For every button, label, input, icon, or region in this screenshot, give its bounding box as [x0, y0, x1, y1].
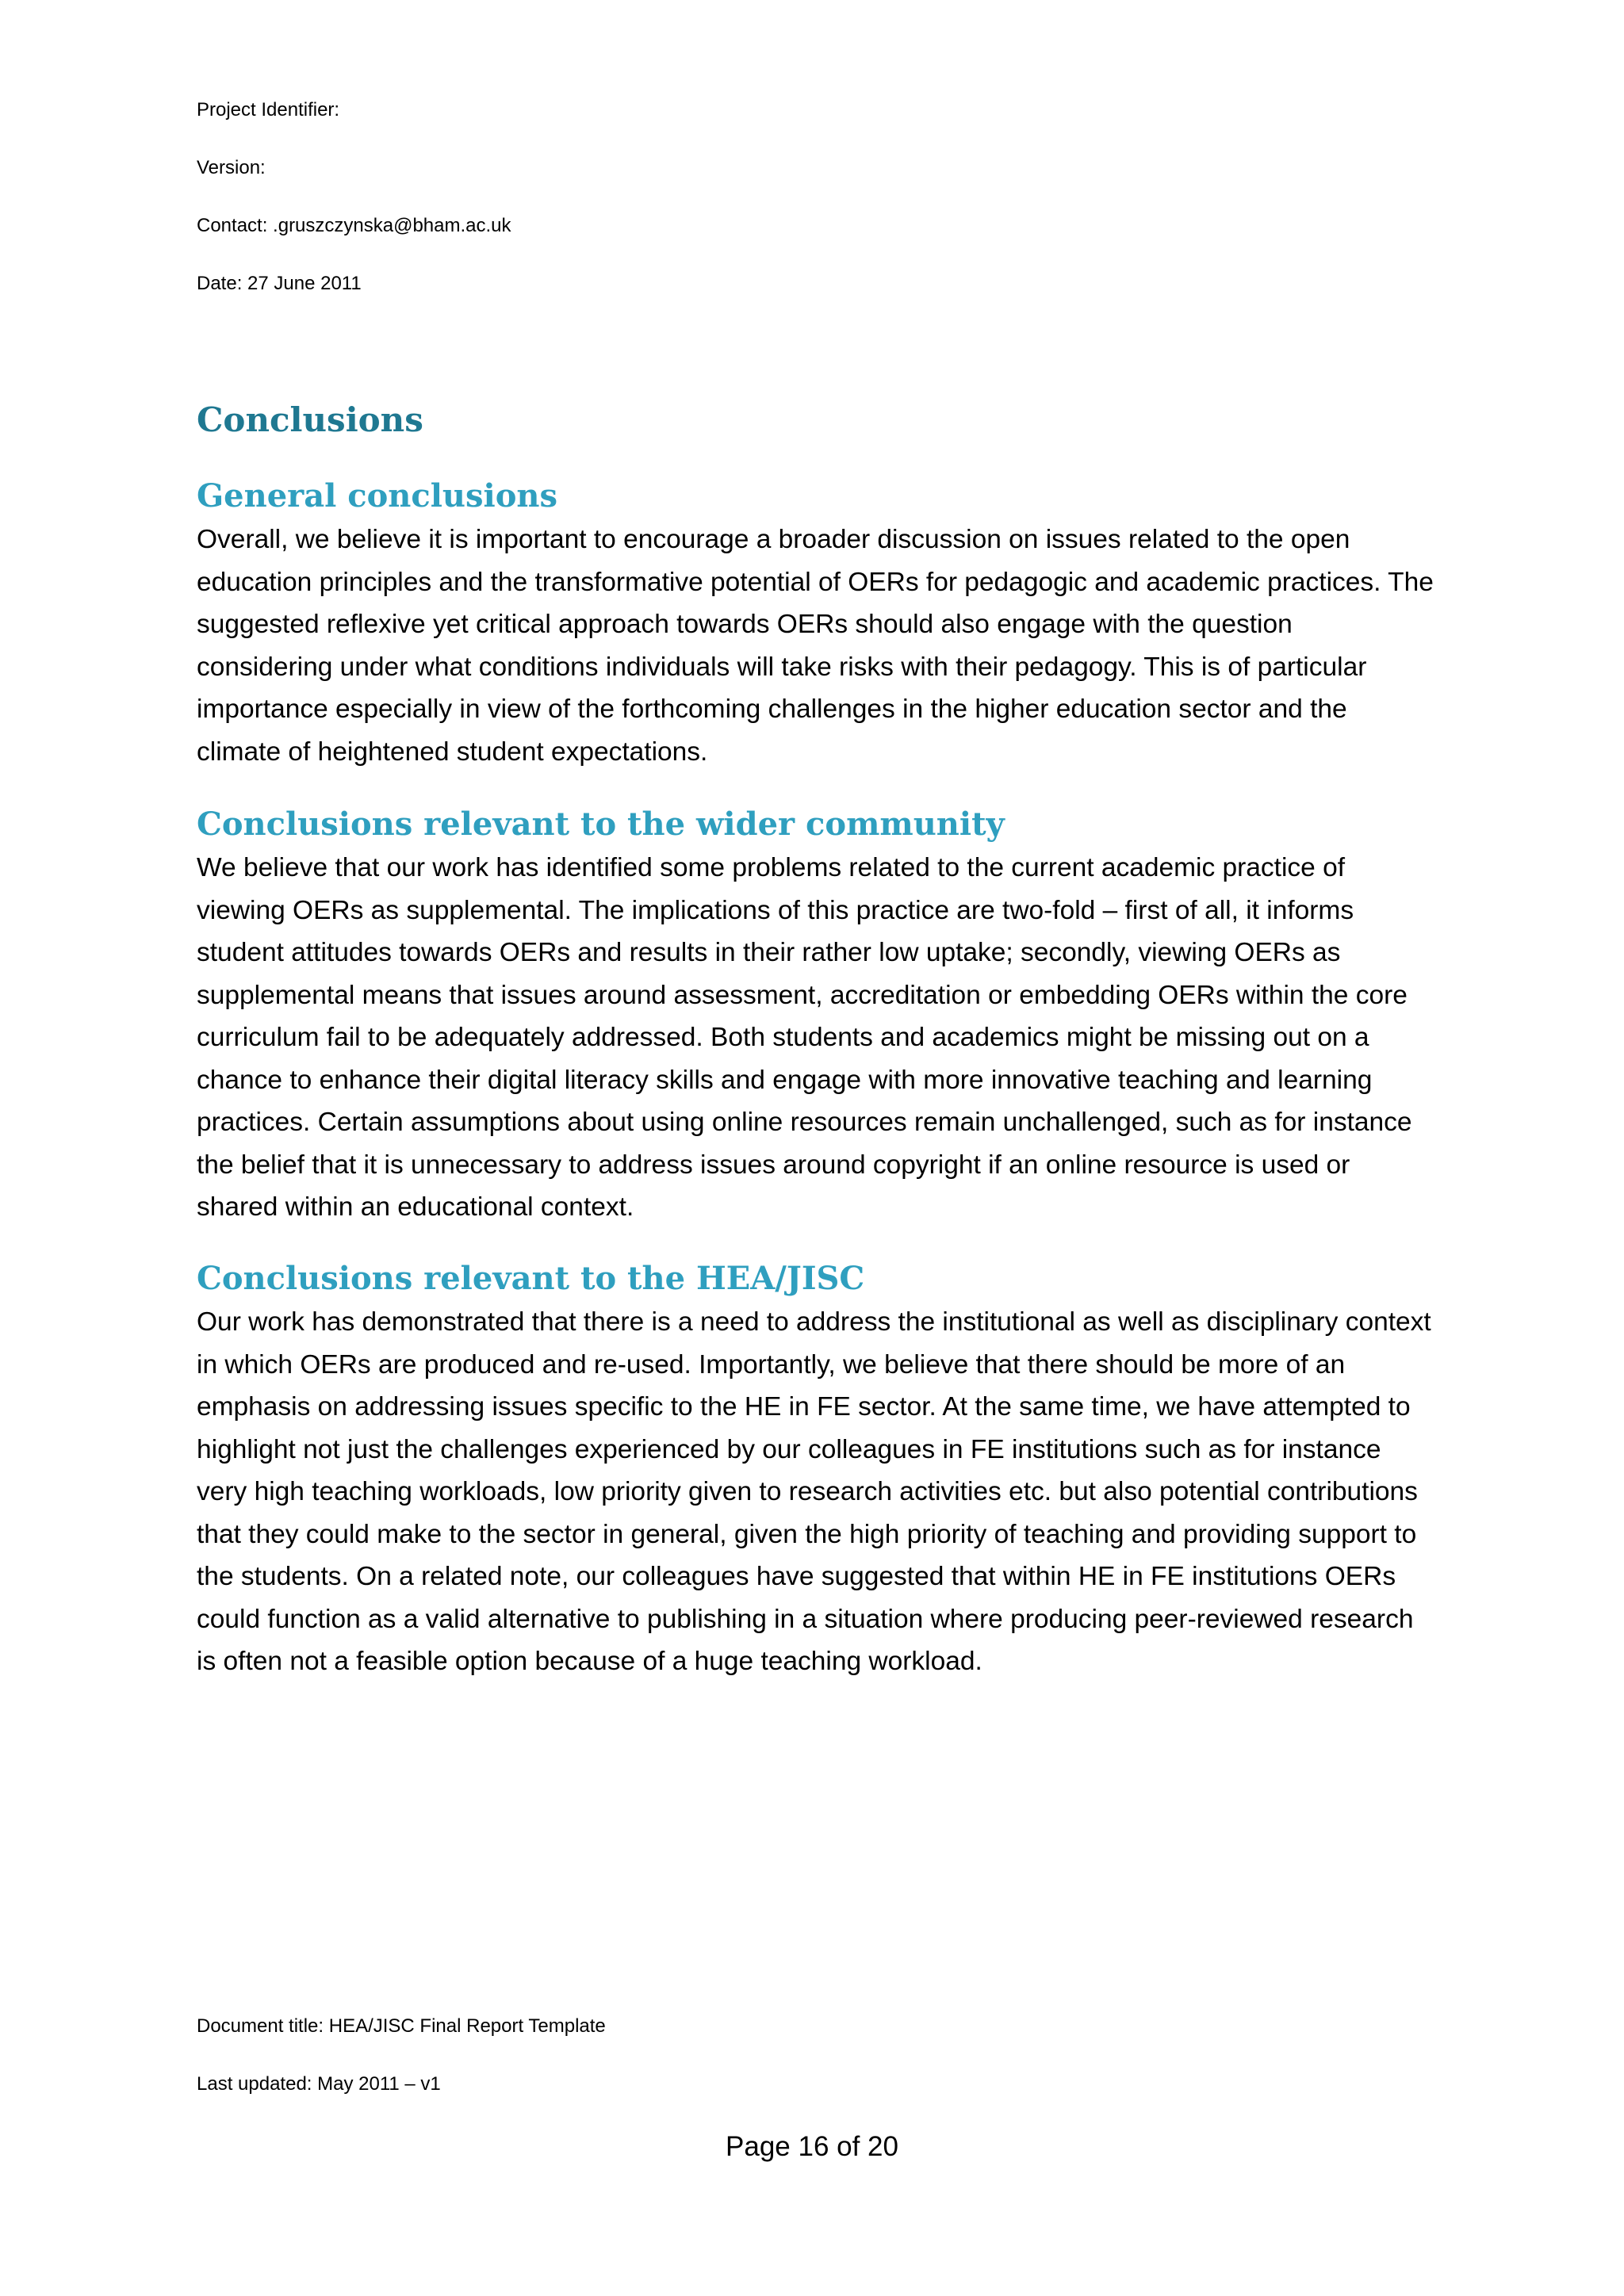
section-heading: Conclusions relevant to the HEA/JISC: [197, 1260, 865, 1297]
section-hea-jisc: [197, 1257, 1434, 1683]
section-general-conclusions: [197, 474, 1434, 773]
page-number: Page 16 of 20: [726, 2131, 898, 2162]
page-title: Conclusions: [197, 400, 423, 439]
header-date: Date: 27 June 2011: [197, 273, 362, 294]
section-heading: Conclusions relevant to the wider community: [197, 806, 1005, 843]
footer-last-updated: Last updated: May 2011 – v1: [197, 2073, 441, 2095]
header-version: Version:: [197, 157, 266, 178]
section-wider-community: [197, 802, 1434, 1229]
section-body: Our work has demonstrated that there is a need to address the institutional as well as disciplinary context in which OERs are produced and re-used. Importantly, we believe that there should be more of an emphasis on addressing issues specific to the HE in FE sector. At the same time, we have attempted to highlight not just the challenges experienced by our colleagues in FE institutions such as for instance very high teaching workloads, low priority given to research activities etc. but also potential contributions that they could make to the sector in general, given the high priority of teaching and providing support to the students. On a related note, our colleagues have suggested that within HE in FE institutions OERs could function as a valid alternative to publishing in a situation where producing peer-reviewed research is often not a feasible option because of a huge teaching workload.: [197, 1307, 1431, 1676]
section-body: Overall, we believe it is important to encourage a broader discussion on issues related to the open education principles and the transformative potential of OERs for pedagogic and academic practices. The suggested reflexive yet critical approach towards OERs should also engage with the question considering under what conditions individuals will take risks with their pedagogy. This is of particular importance especially in view of the forthcoming challenges in the higher education sector and the climate of heightened student expectations.: [197, 525, 1434, 767]
header-project-identifier: Project Identifier:: [197, 99, 340, 121]
header-contact: Contact: .gruszczynska@bham.ac.uk: [197, 215, 511, 236]
section-heading: General conclusions: [197, 477, 557, 515]
footer-document-title: Document title: HEA/JISC Final Report Template: [197, 2015, 606, 2037]
section-body: We believe that our work has identified some problems related to the current academic practice of viewing OERs as supplemental. The implications of this practice are two-fold – first of all, it informs student attitudes towards OERs and results in their rather low uptake; secondly, viewing OERs as supplemental means that issues around assessment, accreditation or embedding OERs within the core curriculum fail to be adequately addressed. Both students and academics might be missing out on a chance to enhance their digital literacy skills and engage with more innovative teaching and learning practices. Certain assumptions about using online resources remain unchallenged, such as for instance the belief that it is unnecessary to address issues around copyright if an online resource is used or shared within an educational context.: [197, 853, 1412, 1222]
